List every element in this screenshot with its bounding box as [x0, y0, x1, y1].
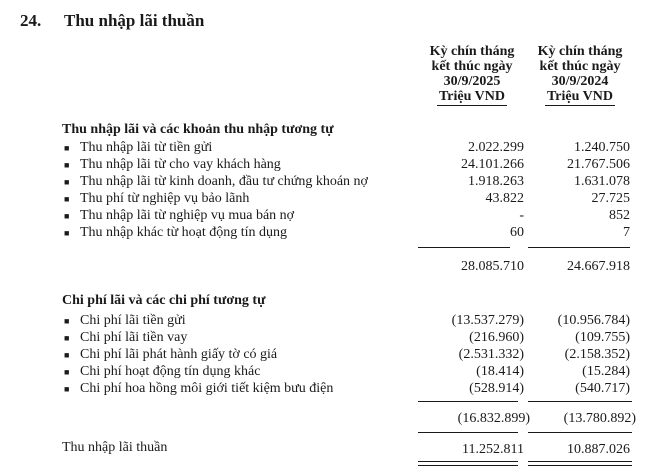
value-2024: (15.284) [582, 364, 630, 379]
table-row [0, 174, 656, 190]
row-label: Chi phí lãi tiền gửi [80, 313, 186, 328]
row-label: Chi phí hoạt động tín dụng khác [80, 364, 261, 379]
net-income-2024: 10.887.026 [567, 442, 630, 457]
income-total-2024: 24.667.918 [567, 259, 630, 274]
subtotal-rule [528, 401, 632, 402]
bullet-icon: ■ [64, 367, 70, 377]
value-2024: (540.717) [575, 381, 630, 396]
subtotal-rule [528, 247, 630, 248]
grand-total-double-rule [418, 461, 518, 466]
row-label: Thu nhập lãi từ cho vay khách hàng [80, 157, 281, 172]
bullet-icon: ■ [64, 228, 70, 238]
bullet-icon: ■ [64, 384, 70, 394]
value-2025: (216.960) [469, 330, 524, 345]
value-2025: 60 [510, 225, 524, 240]
value-2024: (2.158.352) [564, 347, 630, 362]
expense-heading: Chi phí lãi và các chi phí tương tự [62, 293, 266, 308]
income-total-row [0, 259, 656, 275]
bullet-icon: ■ [64, 143, 70, 153]
total-rule [528, 432, 632, 433]
table-row [0, 191, 656, 207]
income-total-2025: 28.085.710 [461, 259, 524, 274]
bullet-icon: ■ [64, 194, 70, 204]
income-heading: Thu nhập lãi và các khoản thu nhập tương tự [62, 122, 334, 137]
value-2025: 24.101.266 [461, 157, 524, 172]
table-row [0, 364, 656, 380]
section-title: Thu nhập lãi thuần [64, 11, 205, 30]
column-header-date: 30/9/2025 [443, 74, 501, 89]
expense-total-2025: (16.832.899) [457, 411, 530, 426]
row-label: Chi phí lãi tiền vay [80, 330, 188, 345]
net-income-2025: 11.252.811 [462, 442, 524, 457]
value-2025: 1.918.263 [468, 174, 524, 189]
row-label: Chi phí hoa hồng môi giới tiết kiệm bưu điện [80, 381, 334, 396]
table-row [0, 157, 656, 173]
value-2025: 2.022.299 [468, 140, 524, 155]
column-unit: Triệu VND [547, 89, 613, 104]
value-2024: 1.631.078 [574, 174, 630, 189]
bullet-icon: ■ [64, 177, 70, 187]
section-number: 24. [20, 11, 42, 30]
column-header-2025 [419, 44, 525, 106]
net-income-row [0, 442, 656, 458]
bullet-icon: ■ [64, 160, 70, 170]
grand-total-double-rule [528, 461, 632, 466]
row-label: Thu nhập lãi từ tiền gửi [80, 140, 213, 155]
value-2025: 43.822 [485, 191, 524, 206]
value-2024: 21.767.506 [567, 157, 630, 172]
expense-total-2024: (13.780.892) [563, 411, 636, 426]
value-2025: (2.531.332) [458, 347, 524, 362]
subtotal-rule [418, 401, 518, 402]
value-2024: (10.956.784) [557, 313, 630, 328]
bullet-icon: ■ [64, 333, 70, 343]
value-2025: (18.414) [476, 364, 524, 379]
value-2024: 7 [623, 225, 630, 240]
column-header-line: Kỳ chín tháng [429, 44, 515, 59]
value-2025: (13.537.279) [451, 313, 524, 328]
column-header-2024 [527, 44, 633, 106]
value-2025: - [519, 208, 524, 223]
value-2024: 1.240.750 [574, 140, 630, 155]
net-income-label: Thu nhập lãi thuần [62, 440, 168, 455]
row-label: Thu nhập lãi từ nghiệp vụ mua bán nợ [80, 208, 295, 223]
bullet-icon: ■ [64, 350, 70, 360]
table-row [0, 313, 656, 329]
column-header-line: kết thúc ngày [539, 59, 621, 74]
value-2024: 27.725 [591, 191, 630, 206]
table-row [0, 330, 656, 346]
total-rule [418, 432, 518, 433]
table-row [0, 225, 656, 241]
expense-total-row [0, 411, 656, 427]
table-row [0, 347, 656, 363]
column-header-line: kết thúc ngày [431, 59, 513, 74]
bullet-icon: ■ [64, 316, 70, 326]
table-row [0, 140, 656, 156]
value-2024: 852 [609, 208, 630, 223]
table-row [0, 208, 656, 224]
value-2024: (109.755) [575, 330, 630, 345]
bullet-icon: ■ [64, 211, 70, 221]
row-label: Thu nhập khác từ hoạt động tín dụng [80, 225, 288, 240]
subtotal-rule [418, 247, 510, 248]
column-unit: Triệu VND [439, 89, 505, 104]
table-row [0, 381, 656, 397]
value-2025: (528.914) [469, 381, 524, 396]
row-label: Thu nhập lãi từ kinh doanh, đầu tư chứng khoán nợ [80, 174, 368, 189]
column-header-date: 30/9/2024 [551, 74, 609, 89]
column-header-line: Kỳ chín tháng [537, 44, 623, 59]
row-label: Chi phí lãi phát hành giấy tờ có giá [80, 347, 278, 362]
row-label: Thu phí từ nghiệp vụ bảo lãnh [80, 191, 250, 206]
